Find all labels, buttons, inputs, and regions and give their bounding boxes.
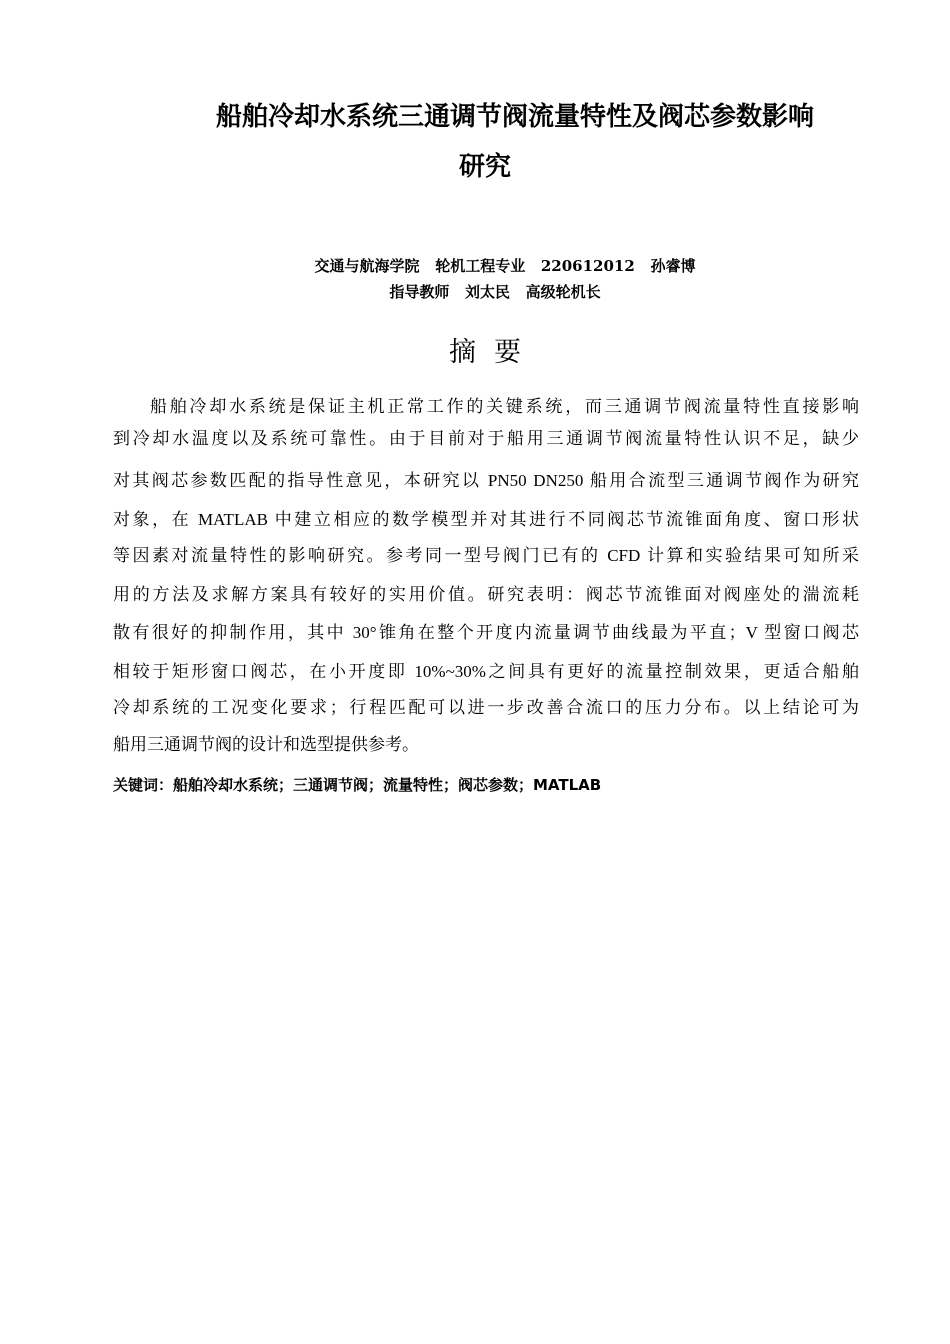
abstract-line: 到冷却水温度以及系统可靠性。由于目前对于船用三通调节阀流量特性认识不足，缺少 (113, 429, 859, 448)
abstract-line: 船舶冷却水系统是保证主机正常工作的关键系统，而三通调节阀流量特性直接影响 (150, 397, 859, 416)
abstract-line: 散有很好的抑制作用，其中 30°锥角在整个开度内流量调节曲线最为平直；V 型窗口阀芯 (113, 623, 859, 642)
abstract-heading: 摘要 (449, 337, 539, 368)
keywords: 关键词：船舶冷却水系统；三通调节阀；流量特性；阀芯参数；MATLAB (113, 776, 602, 794)
abstract-line: 用的方法及求解方案具有较好的实用价值。研究表明：阀芯节流锥面对阀座处的湍流耗 (113, 585, 859, 604)
abstract-line: 对象，在 MATLAB 中建立相应的数学模型并对其进行不同阀芯节流锥面角度、窗口形状 (113, 510, 859, 529)
abstract-line: 等因素对流量特性的影响研究。参考同一型号阀门已有的 CFD 计算和实验结果可知所采 (113, 546, 859, 565)
author-info: 交通与航海学院 轮机工程专业 220612012 孙睿博 (314, 257, 696, 275)
abstract-line: 冷却系统的工况变化要求；行程匹配可以进一步改善合流口的压力分布。以上结论可为 (113, 698, 859, 717)
abstract-line: 相较于矩形窗口阀芯，在小开度即 10%~30%之间具有更好的流量控制效果，更适合船舶 (113, 662, 859, 681)
abstract-line: 对其阀芯参数匹配的指导性意见，本研究以 PN50 DN250 船用合流型三通调节阀作为研究 (113, 471, 859, 490)
paper-title-line-2: 研究 (458, 152, 511, 182)
paper-title-line-1: 船舶冷却水系统三通调节阀流量特性及阀芯参数影响 (215, 102, 814, 132)
abstract-line: 船用三通调节阀的设计和选型提供参考。 (113, 735, 419, 754)
advisor-info: 指导教师 刘太民 高级轮机长 (389, 283, 601, 301)
